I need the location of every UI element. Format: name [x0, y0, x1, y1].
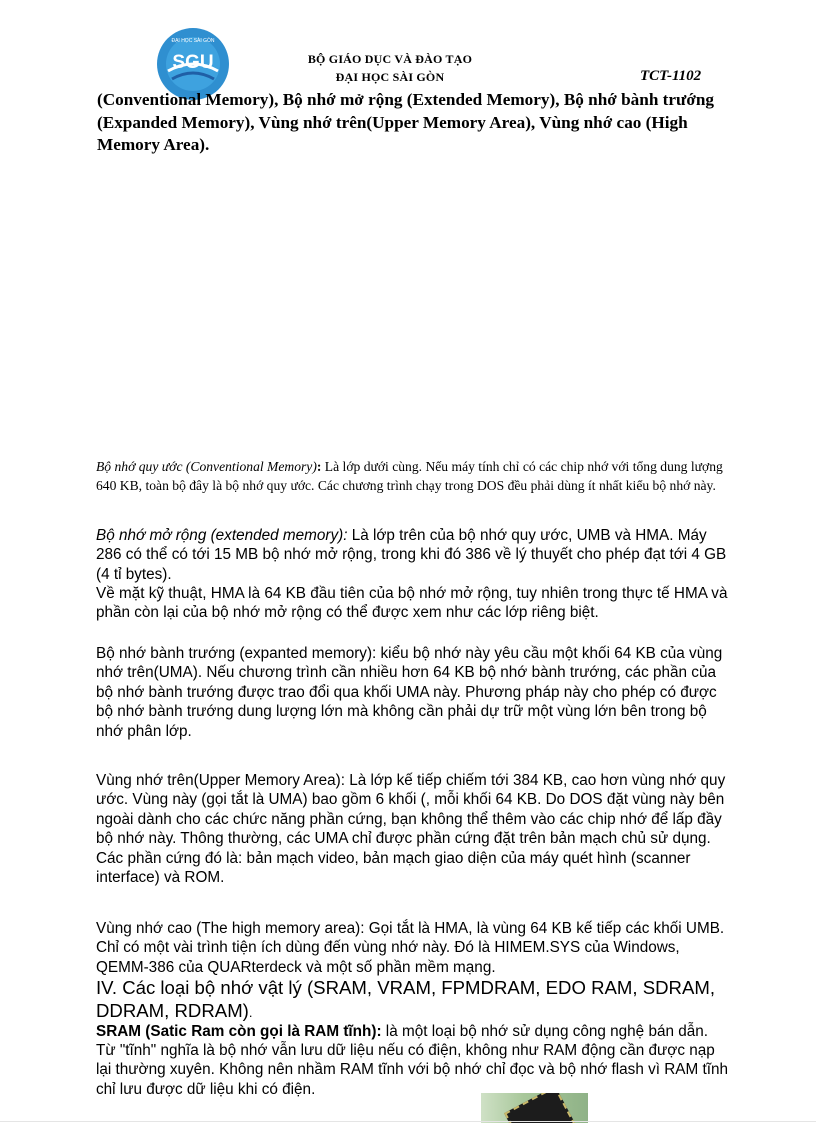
university-heading: ĐẠI HỌC SÀI GÒN	[335, 70, 445, 84]
paragraph-lead: SRAM (Satic Ram còn gọi là RAM tĩnh):	[96, 1023, 382, 1040]
logo-ring-text: ĐẠI HỌC SÀI GÒN	[171, 38, 215, 44]
paragraph-body: Là lớp dưới cùng. Nếu máy tính chỉ có các chip nhớ với tổng dung lượng 640 KB, toàn bộ đây là bộ nhớ quy ước. Các chương trình chạy trong DOS đều phải dùng ít nhất kiểu bộ nhớ này.	[96, 459, 723, 493]
hma-note-paragraph: Về mặt kỹ thuật, HMA là 64 KB đầu tiên của bộ nhớ mở rộng, tuy nhiên trong thực tế HMA và phần còn lại của bộ nhớ mở rộng có thể được xem như các lớp riêng biệt.	[96, 585, 728, 622]
paragraph-separator: :	[316, 459, 322, 474]
logo-text: SGU	[172, 52, 214, 73]
paragraph-body: là một loại bộ nhớ sử dụng công nghệ bán dẫn. Từ "tĩnh" nghĩa là bộ nhớ vẫn lưu dữ liệu nếu có điện, không như RAM động cần được nạp lại thường xuyên. Không nên nhầm RAM tĩnh với bộ nhớ chỉ đọc và bộ nhớ flash vì RAM tĩnh chỉ lưu được dữ liệu khi có điện.	[96, 1023, 728, 1098]
paragraph-body: Là lớp trên của bộ nhớ quy ước, UMB và HMA. Máy 286 có thể có tới 15 MB bộ nhớ mở rộng, trong khi đó 386 về lý thuyết cho phép đạt tới 4 GB (4 tỉ bytes).	[96, 527, 727, 583]
sram-paragraph	[96, 1022, 728, 1099]
memory-chip-photo	[481, 1093, 588, 1123]
paragraph-lead: Bộ nhớ mở rộng (extended memory):	[96, 527, 348, 544]
ministry-heading: BỘ GIÁO DỤC VÀ ĐÀO TẠO	[307, 52, 473, 66]
upper-memory-paragraph: Vùng nhớ trên(Upper Memory Area): Là lớp kế tiếp chiếm tới 384 KB, cao hơn vùng nhớ quy ước. Vùng này (gọi tắt là UMA) bao gồm 6 khối (, mỗi khối 64 KB. Do DOS đặt vùng này bên ngoài dành cho các chức năng phần cứng, bạn không thể thêm vào các chip nhớ để lấp đầy bộ nhớ này. Thông thường, các UMA chỉ được phần cứng đặt trên bản mạch chủ sử dụng. Các phần cứng đó là: bản mạch video, bản mạch giao diện của máy quét hình (scanner interface) và ROM.	[96, 772, 726, 887]
section-heading-tail: .	[248, 1005, 253, 1020]
section-heading	[96, 976, 736, 1024]
document-code: TCT-1102	[640, 68, 702, 84]
section-heading-text: IV. Các loại bộ nhớ vật lý (SRAM, VRAM, FPMDRAM, EDO RAM, SDRAM, DDRAM, RDRAM)	[96, 977, 716, 1021]
expanded-memory-paragraph: Bộ nhớ bành trướng (expanted memory): kiểu bộ nhớ này yêu cầu một khối 64 KB của vùng nhớ trên(UMA). Nếu chương trình cần nhiều hơn 64 KB bộ nhớ bành trướng, các phần của bộ nhớ bành trướng được trao đổi qua khối UMA này. Phương pháp này cho phép có được bộ nhớ bành trướng dung lượng lớn mà không cần phải dự trữ một vùng lớn bên trong bộ nhớ phân lớp.	[96, 645, 723, 740]
paragraph-lead: Bộ nhớ quy ước (Conventional Memory)	[96, 459, 317, 474]
extended-memory-paragraph	[96, 526, 728, 584]
intro-paragraph: (Conventional Memory), Bộ nhớ mở rộng (Extended Memory), Bộ nhớ bành trướng (Expanded Memory), Vùng nhớ trên(Upper Memory Area), Vùng nhớ cao (High Memory Area).	[97, 90, 715, 154]
high-memory-paragraph: Vùng nhớ cao (The high memory area): Gọi tắt là HMA, là vùng 64 KB kế tiếp các khối UMB. Chỉ có một vài trình tiện ích dùng đến vùng nhớ này. Đó là HIMEM.SYS của Windows, QEMM-386 của QUARterdeck và một số phần mềm mạng.	[96, 920, 725, 976]
conventional-memory-paragraph	[96, 457, 728, 495]
chip-icon	[504, 1093, 576, 1123]
page-bottom-rule	[0, 1121, 816, 1122]
